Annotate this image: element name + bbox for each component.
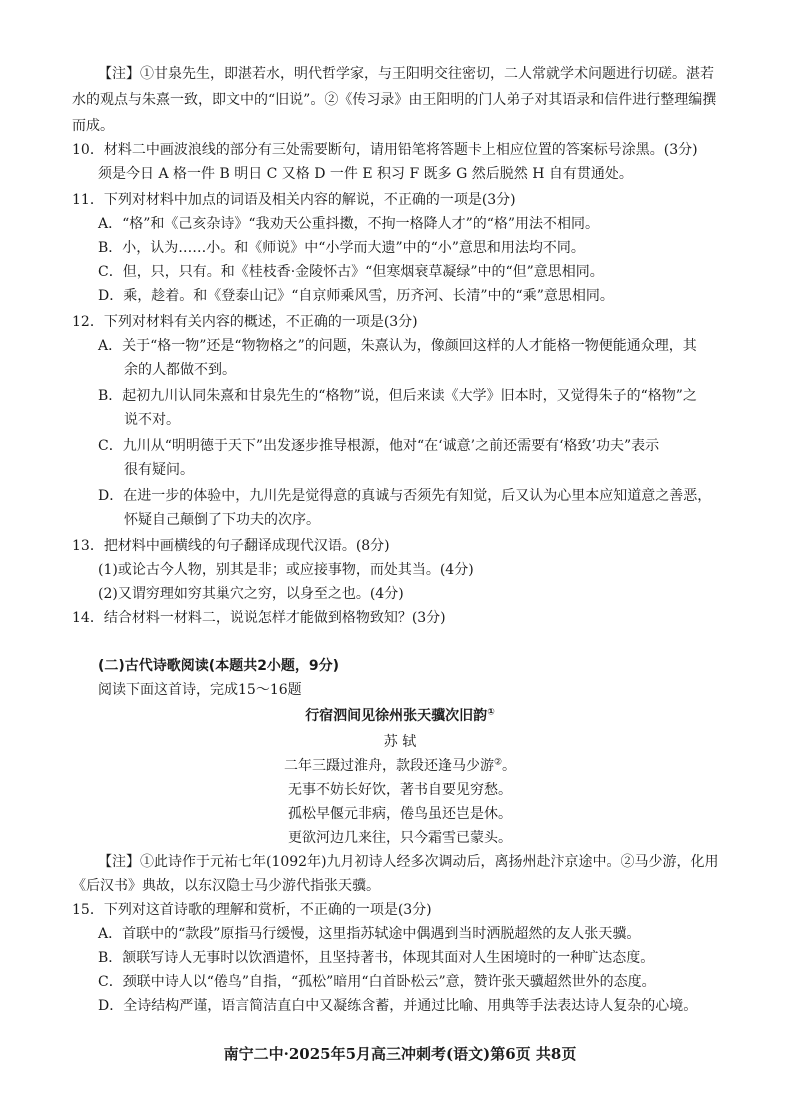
section-intro: 阅读下面这首诗，完成15～16题 [98,682,302,698]
note1-line3: 而成。 [72,118,114,134]
note1-line2: 水的观点与朱熹一致，即文中的“旧说”。②《传习录》由王阳明的门人弟子对其语录和信件进行整理编撰 [72,92,717,108]
footnote-mark: ① [487,707,495,718]
q13-sentence-1: (1)或论古今人物，别其是非；或应接事物，而处其当。(4分) [98,562,474,578]
q12-option-d: D．在进一步的体验中，九川先是觉得意的真诚与否须先有知觉，后又认为心里本应知道意之善恶， [98,488,712,504]
q15-option-c: C．颈联中诗人以“倦鸟”自指，“孤松”暗用“白首卧松云”意，赞许张天骥超然世外的态度。 [98,974,656,990]
q12-option-d-cont: 怀疑自己颠倒了下功夫的次序。 [124,512,320,528]
poem-line-2: 无事不妨长好饮，著书自要见穷愁。 [288,782,512,798]
q10-text: 须是今日 A 格一件 B 明日 C 又格 D 一件 E 积习 F 既多 G 然后脱然 H 自有贯通处。 [98,166,633,182]
q14-stem: 14．结合材料一材料二，说说怎样才能做到格物致知？(3分) [72,610,446,626]
poem-author: 苏 轼 [383,734,417,750]
q12-option-a-cont: 余的人都做不到。 [124,362,236,378]
q15-option-b: B．颔联写诗人无事时以饮酒遣怀，且坚持著书，体现其面对人生困境时的一种旷达态度。 [98,950,655,966]
q11-option-b: B．小，认为……小。和《师说》中“小学而大遗”中的“小”意思和用法均不同。 [98,240,585,256]
q15-option-a: A．首联中的“款段”原指马行缓慢，这里指苏轼途中偶遇到当时洒脱超然的友人张天骥。 [98,926,641,942]
q13-sentence-2: (2)又谓穷理如穷其巢穴之穷，以身至之也。(4分) [98,586,404,602]
poem-line-4: 更欲河边几来往，只今霜雪已蒙头。 [288,830,512,846]
q11-option-c: C．但，只，只有。和《桂枝香·金陵怀古》“但寒烟衰草凝绿”中的“但”意思相同。 [98,264,604,280]
poem-title: 行宿泗间见徐州张天骥次旧韵① [305,707,495,724]
q12-stem: 12．下列对材料有关内容的概述，不正确的一项是(3分) [72,314,418,330]
q11-option-a: A．“格”和《己亥杂诗》“我劝天公重抖擞，不拘一格降人才”的“格”用法不相同。 [98,216,600,232]
footnote-mark: ② [493,757,503,768]
q10-stem: 10．材料二中画波浪线的部分有三处需要断句，请用铅笔将答题卡上相应位置的答案标号涂黑。(3分) [72,142,698,158]
q12-option-c: C．九川从“明明德于天下”出发逐步推导根源，他对“在‘诚意’之前还需要有‘格致’功夫”表示 [98,438,660,454]
poem-line-1: 二年三蹑过淮舟，款段还逢马少游②。 [283,757,517,774]
q15-stem: 15．下列对这首诗歌的理解和赏析，不正确的一项是(3分) [72,902,432,918]
q12-option-b-cont: 说不对。 [124,412,180,428]
page-footer: 南宁二中·2025年5月高三冲刺考(语文)第6页 共8页 [223,1045,577,1063]
q12-option-c-cont: 很有疑问。 [124,462,194,478]
q12-option-b: B．起初九川认同朱熹和甘泉先生的“格物”说，但后来读《大学》旧本时，又觉得朱子的“格物”之 [98,388,697,404]
q11-stem: 11．下列对材料中加点的词语及相关内容的解说，不正确的一项是(3分) [72,192,516,208]
section-heading: (二)古代诗歌阅读(本题共2小题，9分) [98,658,340,674]
note2-line2: 《后汉书》典故，以东汉隐士马少游代指张天骥。 [72,878,380,894]
q15-option-d: D．全诗结构严谨，语言简洁直白中又凝练含蓄，并通过比喻、用典等手法表达诗人复杂的心境。 [98,998,698,1014]
q13-stem: 13．把材料中画横线的句子翻译成现代汉语。(8分) [72,538,390,554]
poem-line-3: 孤松早偃元非病，倦鸟虽还岂是休。 [288,806,512,822]
note1-line1: 【注】①甘泉先生，即湛若水，明代哲学家，与王阳明交往密切，二人常就学术问题进行切磋。湛若 [98,66,714,82]
q12-option-a: A．关于“格一物”还是“物物格之”的问题，朱熹认为，像颜回这样的人才能格一物便能通众理，其 [98,338,697,354]
note2-line1: 【注】①此诗作于元祐七年(1092年)九月初诗人经多次调动后，离扬州赴汴京途中。②马少游，化用 [98,854,719,870]
q11-option-d: D．乘，趁着。和《登泰山记》“自京师乘风雪，历齐河、长清”中的“乘”意思相同。 [98,288,614,304]
